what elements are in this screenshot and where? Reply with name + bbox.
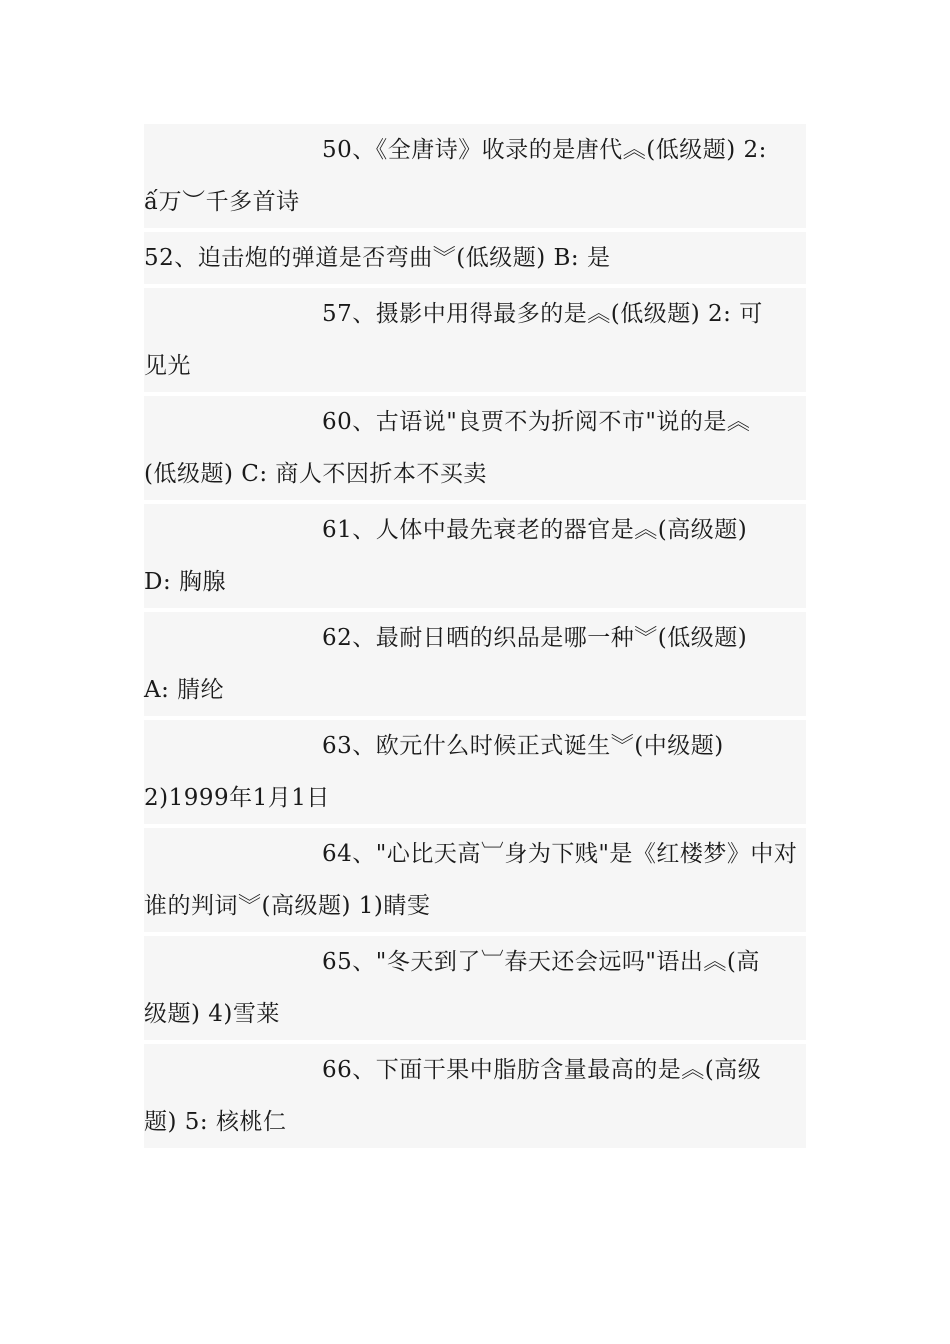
question-text: 63、欧元什么时候正式诞生︾(中级题) — [322, 733, 724, 759]
answer-text: D: 胸腺 — [144, 569, 227, 595]
list-item — [144, 124, 806, 228]
list-item — [144, 1044, 806, 1148]
answer-text: ấ万︶千多首诗 — [144, 189, 300, 215]
answer-text: 谁的判词︾(高级题) 1)睛雯 — [144, 893, 431, 919]
answer-text: 级题) 4)雪莱 — [144, 1001, 280, 1027]
list-item — [144, 504, 806, 608]
question-text: 65、"冬天到了︺春天还会远吗"语出︽(高 — [322, 949, 760, 975]
answer-text: 见光 — [144, 353, 191, 379]
question-text: 62、最耐日晒的织品是哪一种︾(低级题) — [322, 625, 748, 651]
question-text: 64、"心比天高︺身为下贱"是《红楼梦》中对 — [322, 841, 798, 867]
answer-text: (低级题) C: 商人不因折本不买卖 — [144, 461, 487, 487]
answer-text: 2)1999年1月1日 — [144, 785, 330, 811]
list-item — [144, 396, 806, 500]
list-item — [144, 720, 806, 824]
question-text: 60、古语说"良贾不为折阅不市"说的是︽ — [322, 409, 751, 435]
list-item — [144, 936, 806, 1040]
answer-text: A: 腈纶 — [144, 677, 225, 703]
list-item — [144, 288, 806, 392]
answer-text: 题) 5: 核桃仁 — [144, 1109, 287, 1135]
list-item — [144, 612, 806, 716]
question-text: 50、《全唐诗》收录的是唐代︽(低级题) 2: — [322, 137, 767, 163]
question-text: 66、下面干果中脂肪含量最高的是︽(高级 — [322, 1057, 762, 1083]
qa-list — [144, 124, 806, 1148]
list-item — [144, 232, 806, 284]
question-text: 61、人体中最先衰老的器官是︽(高级题) — [322, 517, 748, 543]
question-text: 57、摄影中用得最多的是︽(低级题) 2: 可 — [322, 301, 763, 327]
list-item — [144, 828, 806, 932]
question-text: 52、迫击炮的弹道是否弯曲︾(低级题) B: 是 — [144, 245, 611, 271]
